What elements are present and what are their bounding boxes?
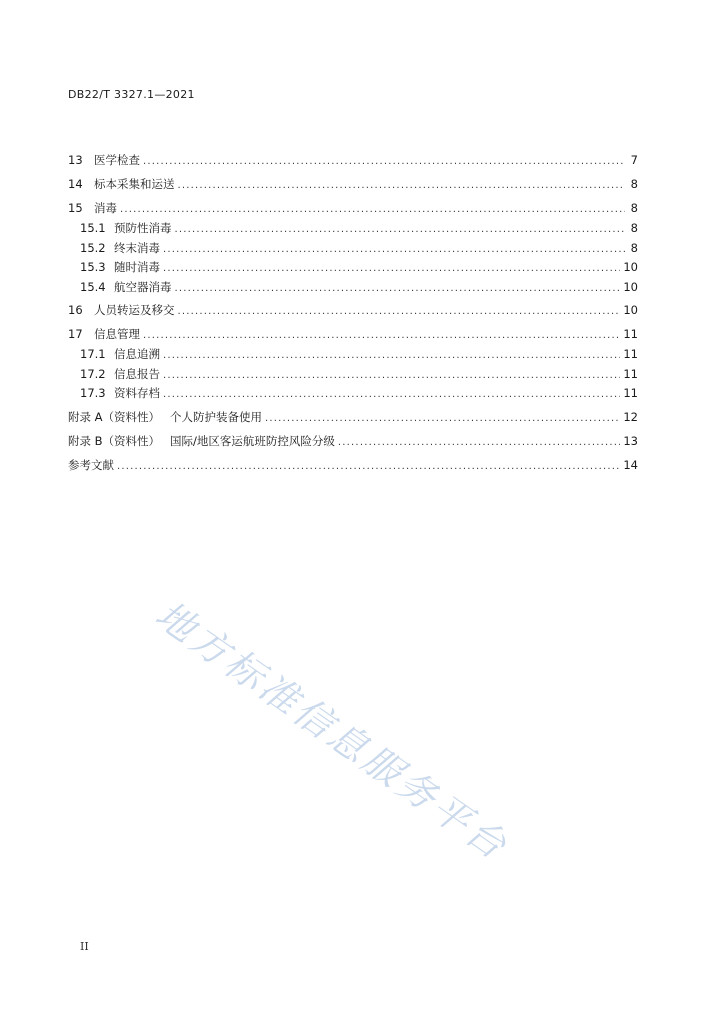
toc-entry-15-3[interactable]: [68, 259, 638, 279]
toc-page-number: 10: [623, 260, 638, 274]
toc-entry-15[interactable]: [68, 200, 638, 220]
toc-appendix-label: 附录 A（资料性）: [68, 409, 161, 424]
toc-page-number: 8: [630, 221, 638, 235]
toc-number: 17.3: [80, 386, 106, 400]
toc-entry-17-1[interactable]: [68, 346, 638, 366]
toc-leader-dots: [265, 413, 620, 424]
toc-number: 15.1: [80, 221, 106, 235]
toc-page-number: 7: [630, 153, 638, 167]
toc-number: 16: [68, 303, 83, 317]
toc-entry-appendix-a[interactable]: [68, 409, 638, 429]
toc-leader-dots: [163, 350, 620, 361]
toc-title: 终末消毒: [114, 240, 160, 255]
toc-title: 信息报告: [114, 366, 160, 381]
toc-appendix-label: 附录 B（资料性）: [68, 433, 161, 448]
toc-page-number: 13: [623, 433, 638, 448]
page-number-footer: II: [80, 940, 89, 953]
toc-title: 航空器消毒: [114, 279, 172, 294]
toc-entry-13[interactable]: [68, 152, 638, 172]
toc-page-number: 11: [623, 386, 638, 400]
toc-entry-16[interactable]: [68, 302, 638, 322]
toc-title: 随时消毒: [114, 260, 160, 274]
toc-leader-dots: [178, 180, 626, 191]
toc-title: 人员转运及移交: [94, 303, 175, 317]
document-code: DB22/T 3327.1—2021: [68, 88, 195, 101]
toc-number: 15.2: [80, 240, 106, 255]
toc-page-number: 11: [623, 366, 638, 381]
toc-leader-dots: [163, 263, 620, 274]
toc-leader-dots: [163, 244, 625, 255]
toc-leader-dots: [143, 330, 620, 341]
toc-title: 信息追溯: [114, 347, 160, 361]
toc-page-number: 8: [630, 201, 638, 215]
toc-number: 17: [68, 327, 83, 341]
toc-leader-dots: [175, 224, 626, 235]
watermark-text: 地方标准信息服务平台: [147, 592, 517, 870]
toc-page-number: 10: [623, 303, 638, 317]
toc-number: 15.4: [80, 279, 106, 294]
toc-page-number: 12: [623, 409, 638, 424]
toc-page-number: 11: [623, 327, 638, 341]
toc-leader-dots: [117, 461, 620, 472]
toc-number: 15: [68, 201, 83, 215]
toc-entry-17-3[interactable]: [68, 385, 638, 405]
toc-number: 17.2: [80, 366, 106, 381]
toc-title: 资料存档: [114, 386, 160, 400]
toc-title: 医学检查: [94, 153, 140, 167]
toc-number: 14: [68, 177, 83, 191]
toc-entry-references[interactable]: [68, 457, 638, 477]
toc-title: 标本采集和运送: [94, 177, 175, 191]
toc-leader-dots: [163, 370, 620, 381]
toc-entry-15-4[interactable]: [68, 279, 638, 299]
table-of-contents: [68, 152, 638, 477]
toc-leader-dots: [178, 306, 621, 317]
toc-title: 预防性消毒: [114, 221, 172, 235]
toc-entry-15-1[interactable]: [68, 220, 638, 240]
toc-title: 信息管理: [94, 327, 140, 341]
toc-leader-dots: [120, 204, 625, 215]
toc-entry-14[interactable]: [68, 176, 638, 196]
toc-entry-17-2[interactable]: [68, 366, 638, 386]
toc-page-number: 8: [630, 240, 638, 255]
toc-page-number: 14: [623, 457, 638, 472]
toc-number: 17.1: [80, 347, 106, 361]
toc-leader-dots: [163, 389, 620, 400]
toc-entry-15-2[interactable]: [68, 240, 638, 260]
toc-entry-17[interactable]: [68, 326, 638, 346]
toc-leader-dots: [143, 156, 625, 167]
toc-number: 13: [68, 153, 83, 167]
toc-leader-dots: [338, 437, 620, 448]
toc-title: 个人防护装备使用: [170, 409, 263, 424]
toc-page-number: 8: [630, 177, 638, 191]
toc-page-number: 10: [623, 279, 638, 294]
toc-leader-dots: [175, 283, 621, 294]
toc-title: 消毒: [94, 201, 117, 215]
toc-number: 15.3: [80, 260, 106, 274]
toc-entry-appendix-b[interactable]: [68, 433, 638, 453]
toc-title: 参考文献: [68, 457, 114, 472]
toc-page-number: 11: [623, 347, 638, 361]
toc-title: 国际/地区客运航班防控风险分级: [170, 433, 335, 448]
